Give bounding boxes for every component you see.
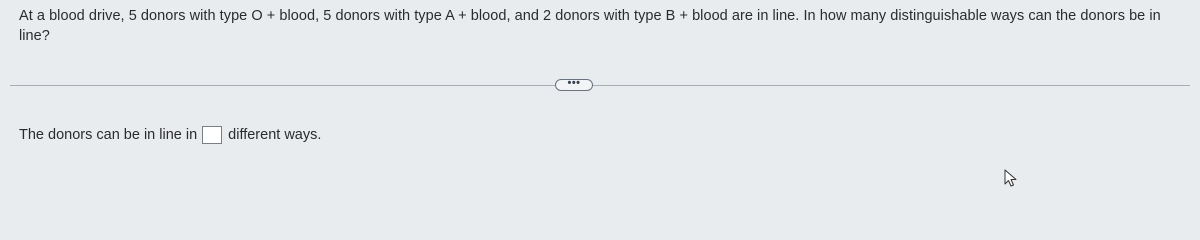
ellipsis-icon: ••• [567,77,581,89]
answer-prefix: The donors can be in line in [19,127,198,143]
answer-suffix: different ways. [228,127,322,143]
answer-row [19,124,321,146]
mouse-pointer-icon [1003,169,1019,188]
more-options-button[interactable] [555,79,593,91]
question-text: At a blood drive, 5 donors with type O + blood, 5 donors with type A + blood, and 2 donors with type B + blood are in line. In how many distinguishable ways can the donors be in line? [19,8,1161,44]
section-divider [10,85,1190,86]
answer-input[interactable] [202,126,222,144]
